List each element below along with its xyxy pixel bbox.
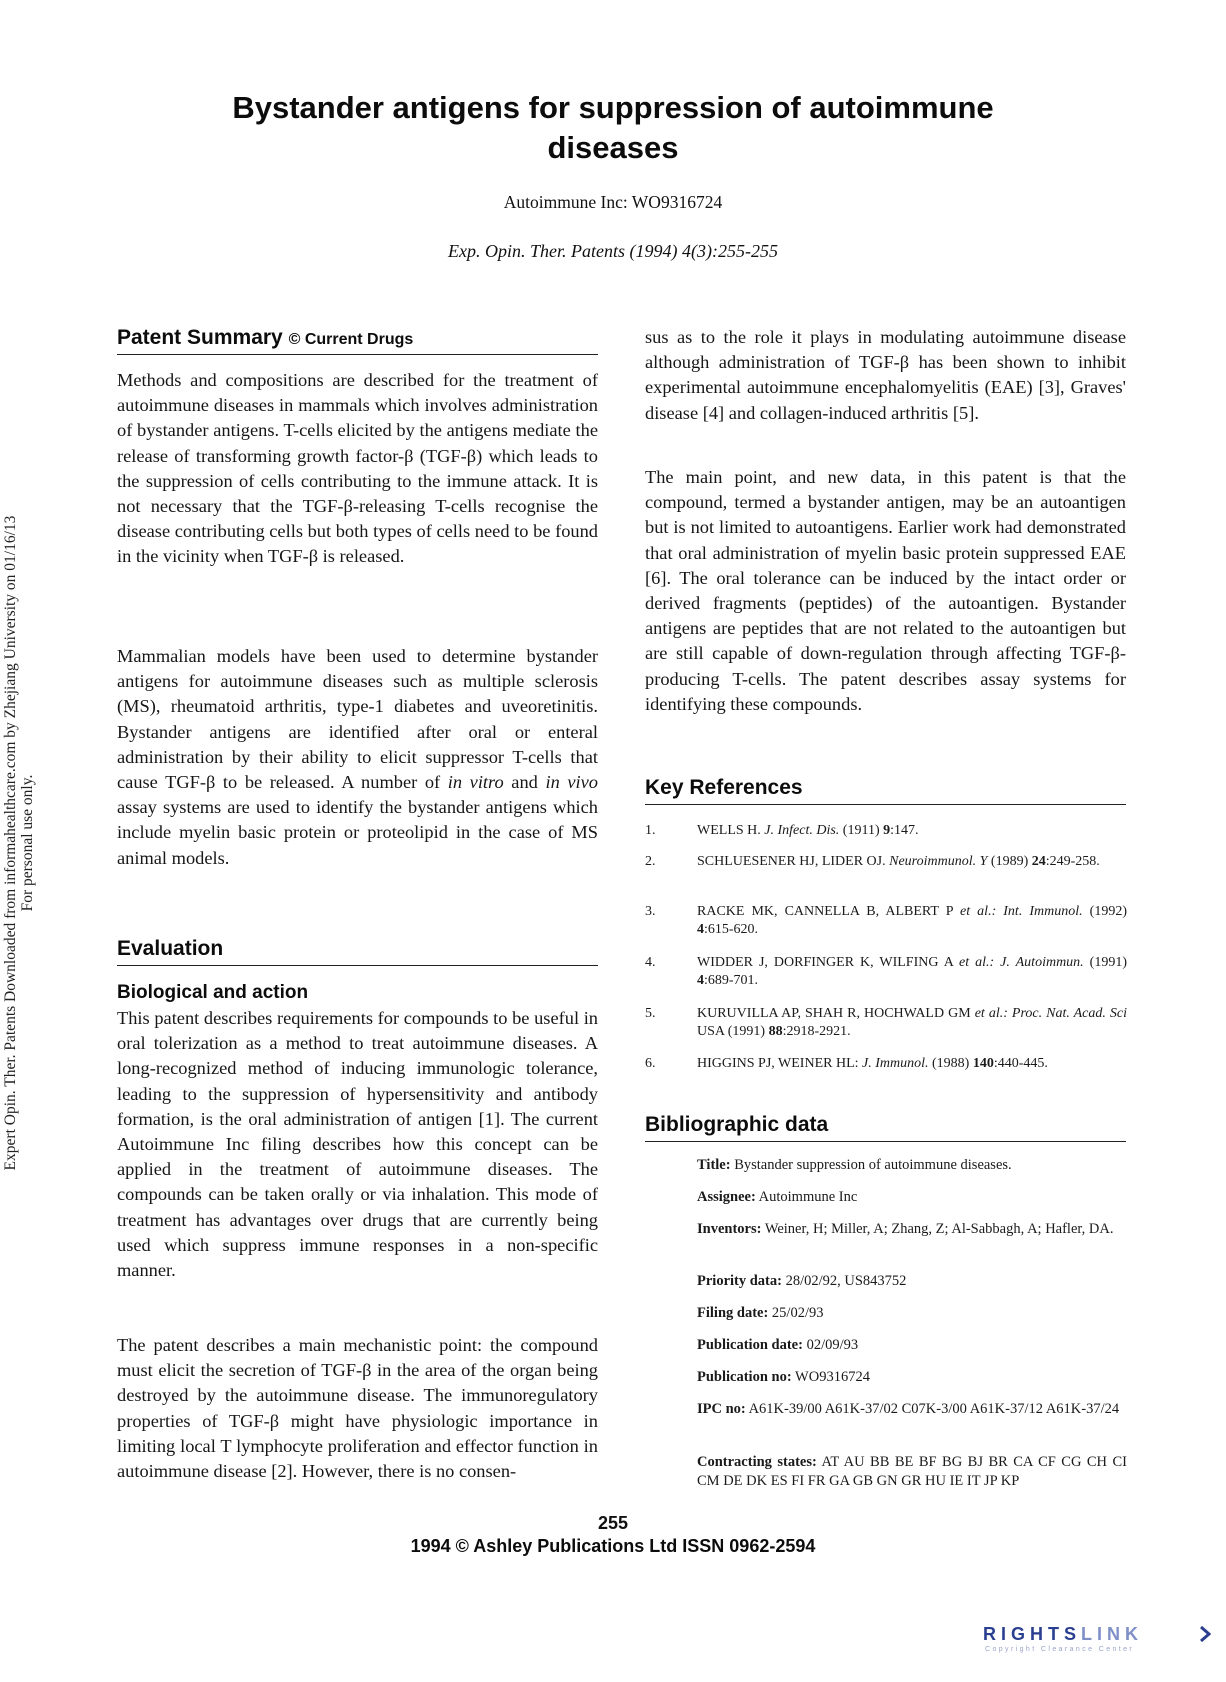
evaluation-paragraph-2: The patent describes a main mechanistic point: the compound must elicit the secretion of TGF-β in the area of the organ being destroyed by the autoimmune disease. The immunoregulatory properties of TGF-β might have physiologic importance in limiting local T lymphocyte proliferation and effector function in autoimmune disease [2]. However, there is no consen- [117, 1335, 598, 1482]
section-divider [117, 965, 598, 966]
reference-text: HIGGINS PJ, WEINER HL: J. Immunol. (1988) 140:440-445. [697, 1056, 1048, 1071]
key-references-heading: Key References [645, 776, 803, 799]
rightslink-subtitle: Copyright Clearance Center [985, 1646, 1135, 1653]
section-divider [645, 1141, 1126, 1142]
reference-number: 3. [645, 904, 656, 919]
summary-paragraph-2 [117, 644, 598, 871]
bibliographic-data-heading: Bibliographic data [645, 1113, 829, 1136]
reference-text: WELLS H. J. Infect. Dis. (1911) 9:147. [697, 823, 919, 838]
page-number: 255 [597, 1513, 629, 1533]
text-run: and [503, 772, 546, 793]
reference-text: KURUVILLA AP, SHAH R, HOCHWALD GM et al.: Proc. Nat. Acad. Sci USA (1991) 88:2918-2921. [697, 1006, 1127, 1039]
article-title [150, 88, 1076, 168]
evaluation-paragraph-4: The main point, and new data, in this patent is that the compound, termed a bystander antigen, may be an autoantigen but is not limited to autoantigens. Earlier work had demonstrated that oral administration of myelin basic protein suppressed EAE [6]. The oral tolerance can be induced by the intact order or derived fragments (peptides) of the autoantigen. Bystander antigens are peptides that are not related to the autoantigen but are still capable of down-regulation through affecting TGF-β-producing T-cells. The patent describes assay systems for identifying these compounds. [645, 467, 1126, 714]
biblio-inventors: Inventors: Weiner, H; Miller, A; Zhang, Z; Al-Sabbagh, A; Hafler, DA. [697, 1221, 1114, 1237]
reference-number: 1. [645, 823, 656, 838]
biblio-publication-no: Publication no: WO9316724 [697, 1369, 870, 1385]
patent-summary-heading [117, 326, 413, 352]
text-run: assay systems are used to identify the bystander antigens which include myelin basic protein or proteolipid in the case of MS animal models. [117, 797, 598, 868]
evaluation-subheading: Biological and action [117, 982, 309, 1003]
rightslink-wordmark: RIGHTSLINK [983, 1624, 1144, 1644]
patent-summary-source: © Current Drugs [288, 331, 414, 348]
citation-line: Exp. Opin. Ther. Patents (1994) 4(3):255-255 [448, 241, 778, 261]
copyright-line: 1994 © Ashley Publications Ltd ISSN 0962-2594 [410, 1536, 816, 1556]
evaluation-heading: Evaluation [117, 937, 224, 960]
chevron-right-icon [1199, 1626, 1211, 1642]
download-stamp [2, 487, 50, 1199]
rightslink-logo[interactable] [975, 1624, 1215, 1664]
reference-number: 2. [645, 854, 656, 869]
biblio-filing-date: Filing date: 25/02/93 [697, 1305, 824, 1321]
section-divider [645, 804, 1126, 805]
biblio-contracting-states: Contracting states: AT AU BB BE BF BG BJ BR CA CF CG CH CI CM DE DK ES FI FR GA GB GN GR HU IE IT JP KP [697, 1454, 1127, 1489]
italic-term: in vitro [447, 772, 504, 793]
download-stamp-line2: For personal use only. [19, 774, 36, 912]
article-title-line2: diseases [547, 130, 679, 165]
reference-number: 5. [645, 1006, 656, 1021]
summary-paragraph-1: Methods and compositions are described for the treatment of autoimmune diseases in mammals which involves administration of bystander antigens. T-cells elicited by the antigens mediate the release of transforming growth factor-β (TGF-β) which leads to the suppression of cells contributing to the immune attack. It is not necessary that the TGF-β-releasing T-cells recognise the disease contributing cells but both types of cells need to be found in the vicinity when TGF-β is released. [117, 370, 598, 567]
reference-text: RACKE MK, CANNELLA B, ALBERT P et al.: Int. Immunol. (1992) 4:615-620. [697, 904, 1127, 937]
download-stamp-line1: Expert Opin. Ther. Patents Downloaded from informahealthcare.com by Zhejiang University on 01/16/13 [2, 515, 19, 1171]
biblio-publication-date: Publication date: 02/09/93 [697, 1337, 859, 1353]
section-divider [117, 354, 598, 355]
article-title-line1: Bystander antigens for suppression of autoimmune [232, 90, 994, 125]
biblio-title: Title: Bystander suppression of autoimmune diseases. [697, 1157, 1012, 1173]
reference-text: WIDDER J, DORFINGER K, WILFING A et al.: J. Autoimmun. (1991) 4:689-701. [697, 955, 1128, 988]
patent-summary-title: Patent Summary [117, 326, 283, 349]
assignee-line: Autoimmune Inc: WO9316724 [503, 192, 723, 212]
biblio-priority-data: Priority data: 28/02/92, US843752 [697, 1273, 907, 1289]
biblio-ipc-no: IPC no: A61K-39/00 A61K-37/02 C07K-3/00 A61K-37/12 A61K-37/24 [697, 1401, 1120, 1417]
evaluation-paragraph-3: sus as to the role it plays in modulating autoimmune disease although administration of TGF-β has been shown to inhibit experimental autoimmune encephalomyelitis (EAE) [3], Graves' disease [4] and collagen-induced arthritis [5]. [645, 327, 1126, 423]
reference-number: 4. [645, 955, 656, 970]
biblio-assignee: Assignee: Autoimmune Inc [697, 1189, 858, 1205]
text-run: Mammalian models have been used to determine bystander antigens for autoimmune diseases such as multiple sclerosis (MS), rheumatoid arthritis, type-1 diabetes and uveoretinitis. Bystander antigens are identified after oral or enteral administration by their ability to elicit suppressor T-cells that cause TGF-β to be released. A number of [117, 646, 598, 793]
reference-text: SCHLUESENER HJ, LIDER OJ. Neuroimmunol. Y (1989) 24:249-258. [697, 854, 1100, 869]
italic-term: in vivo [545, 772, 598, 793]
reference-number: 6. [645, 1056, 656, 1071]
evaluation-paragraph-1: This patent describes requirements for compounds to be useful in oral tolerization as a method to treat autoimmune diseases. A long-recognized method of inducing immunologic tolerance, leading to the suppression of hypersensitivity and antibody formation, is the oral administration of antigen [1]. The current Autoimmune Inc filing describes how this concept can be applied in the treatment of autoimmune diseases. The compounds can be taken orally or via inhalation. This mode of treatment has advantages over drugs that are currently being used which suppress immune responses in a non-specific manner. [117, 1008, 598, 1281]
